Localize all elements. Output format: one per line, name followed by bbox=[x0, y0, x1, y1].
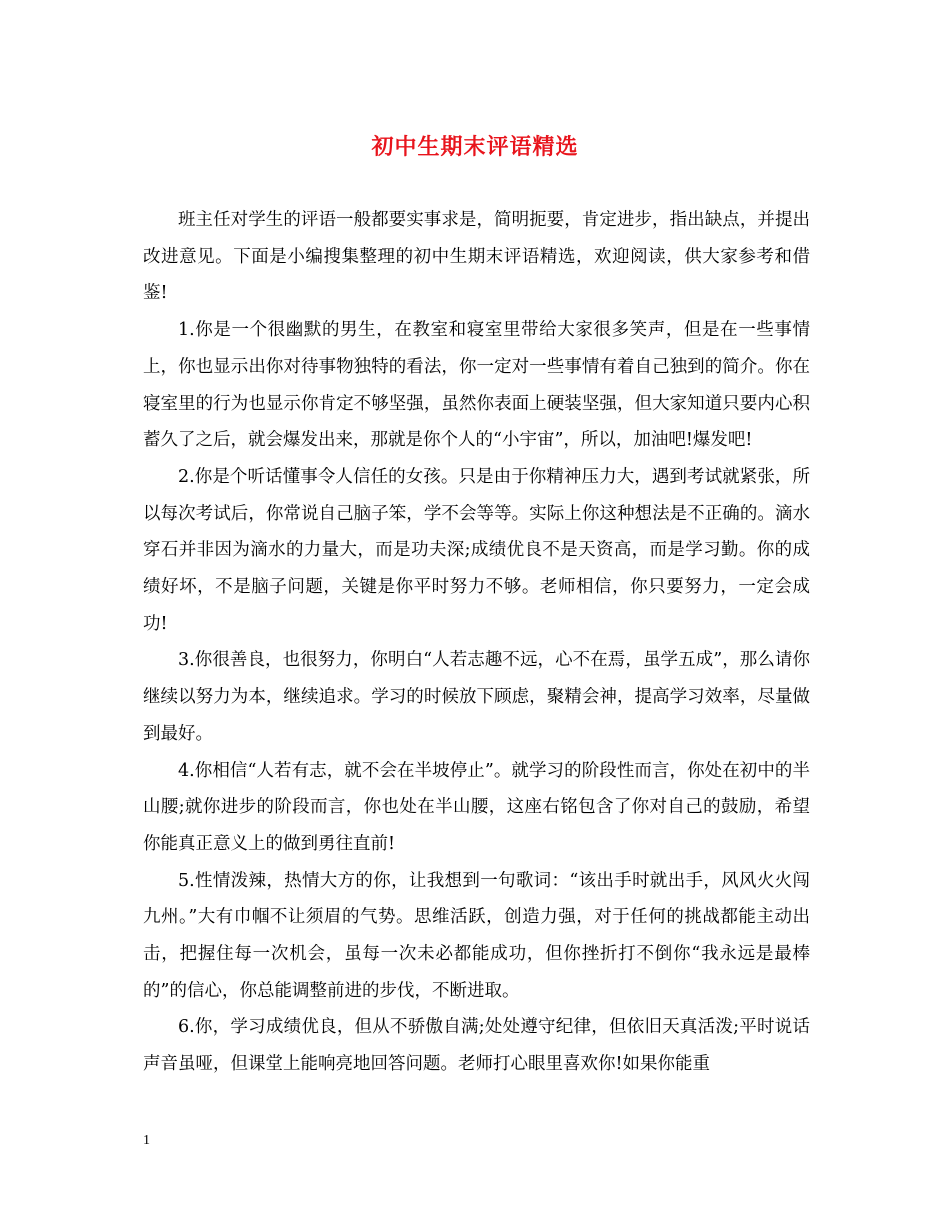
document-body bbox=[143, 202, 810, 1083]
intro-paragraph: 班主任对学生的评语一般都要实事求是，简明扼要，肯定进步，指出缺点，并提出改进意见。下面是小编搜集整理的初中生期末评语精选，欢迎阅读，供大家参考和借鉴! bbox=[143, 210, 810, 304]
comment-paragraph-1: 1.你是一个很幽默的男生，在教室和寝室里带给大家很多笑声，但是在一些事情上，你也显示出你对待事物独特的看法，你一定对一些事情有着自己独到的简介。你在寝室里的行为也显示你肯定不够坚强，虽然你表面上硬装坚强，但大家知道只要内心积蓄久了之后，就会爆发出来，那就是你个人的“小宇宙”，所以，加油吧!爆发吧! bbox=[143, 320, 810, 451]
comment-paragraph-3: 3.你很善良，也很努力，你明白“人若志趣不远，心不在焉，虽学五成”，那么请你继续以努力为本，继续追求。学习的时候放下顾虑，聚精会神，提高学习效率，尽量做到最好。 bbox=[143, 650, 810, 744]
comment-paragraph-2: 2.你是个听话懂事令人信任的女孩。只是由于你精神压力大，遇到考试就紧张，所以每次考试后，你常说自己脑子笨，学不会等等。实际上你这种想法是不正确的。滴水穿石并非因为滴水的力量大，而是功夫深;成绩优良不是天资高，而是学习勤。你的成绩好坏，不是脑子问题，关键是你平时努力不够。老师相信，你只要努力，一定会成功! bbox=[143, 466, 810, 634]
page-number: 1 bbox=[143, 1133, 150, 1148]
document-title: 初中生期末评语精选 bbox=[371, 134, 579, 160]
comment-paragraph-6: 6.你，学习成绩优良，但从不骄傲自满;处处遵守纪律，但依旧天真活泼;平时说话声音虽哑，但课堂上能响亮地回答问题。老师打心眼里喜欢你!如果你能重 bbox=[143, 1017, 810, 1075]
comment-paragraph-5: 5.性情泼辣，热情大方的你，让我想到一句歌词：“该出手时就出手，风风火火闯九州。”大有巾帼不让须眉的气势。思维活跃，创造力强，对于任何的挑战都能主动出击，把握住每一次机会，虽每一次未必都能成功，但你挫折打不倒你“我永远是最棒的”的信心，你总能调整前进的步伐，不断进取。 bbox=[143, 870, 810, 1001]
comment-paragraph-4: 4.你相信“人若有志，就不会在半坡停止”。就学习的阶段性而言，你处在初中的半山腰;就你进步的阶段而言，你也处在半山腰，这座右铭包含了你对自己的鼓励，希望你能真正意义上的做到勇往直前! bbox=[143, 760, 810, 854]
